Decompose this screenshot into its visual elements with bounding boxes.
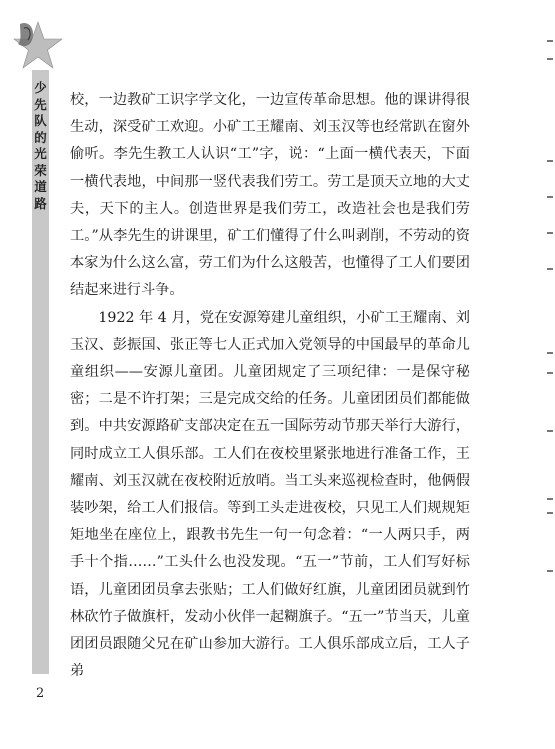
facing-page-edge: [543, 0, 555, 749]
page-number: 2: [36, 686, 45, 701]
paragraph-1: 校，一边教矿工识字学文化，一边宣传革命思想。他的课讲得很生动，深受矿工欢迎。小矿工王耀南、刘玉汉等也经常趴在窗外偷听。李先生教工人认识“工”字，说：“上面一横代表天，下面一横代表地，中间那一竖代表我们劳工。劳工是顶天立地的大丈夫，天下的主人。创造世界是我们劳工，改造社会也是我们劳工。”从李先生的讲课里，矿工们懂得了什么叫剥削，不劳动的资本家为什么这么富，劳工们为什么这般苦，也懂得了工人们要团结起来进行斗争。: [70, 92, 470, 299]
chapter-title-vertical: 少先队的光荣道路: [34, 80, 47, 211]
paragraph-2: 1922 年 4 月，党在安源筹建儿童组织，小矿工王耀南、刘玉汉、彭振国、张正等七人正式加入党领导的中国最早的革命儿童组织——安源儿童团。儿童团规定了三项纪律：一是保守秘密；二是不许打架；三是完成交给的任务。儿童团团员们都能做到。中共安源路矿支部决定在五一国际劳动节那天举行大游行，同时成立工人俱乐部。工人们在夜校里紧张地进行准备工作，王耀南、刘玉汉就在夜校附近放哨。当工头来巡视检查时，他俩假装吵架，给工人们报信。等到工头走进夜校，只见工人们规规矩矩地坐在座位上，跟教书先生一句一句念着：“一人两只手，两手十个指……”工头什么也没发现。“五一”节前，工人们写好标语，儿童团团员拿去张贴；工人们做好红旗，儿童团团员就到竹林砍竹子做旗杆，发动小伙伴一起糊旗子。“五一”节当天，儿童团团员跟随父兄在矿山参加大游行。工人俱乐部成立后，工人子弟: [70, 309, 470, 680]
star-emblem-icon: [10, 18, 66, 74]
body-text: [70, 87, 470, 685]
